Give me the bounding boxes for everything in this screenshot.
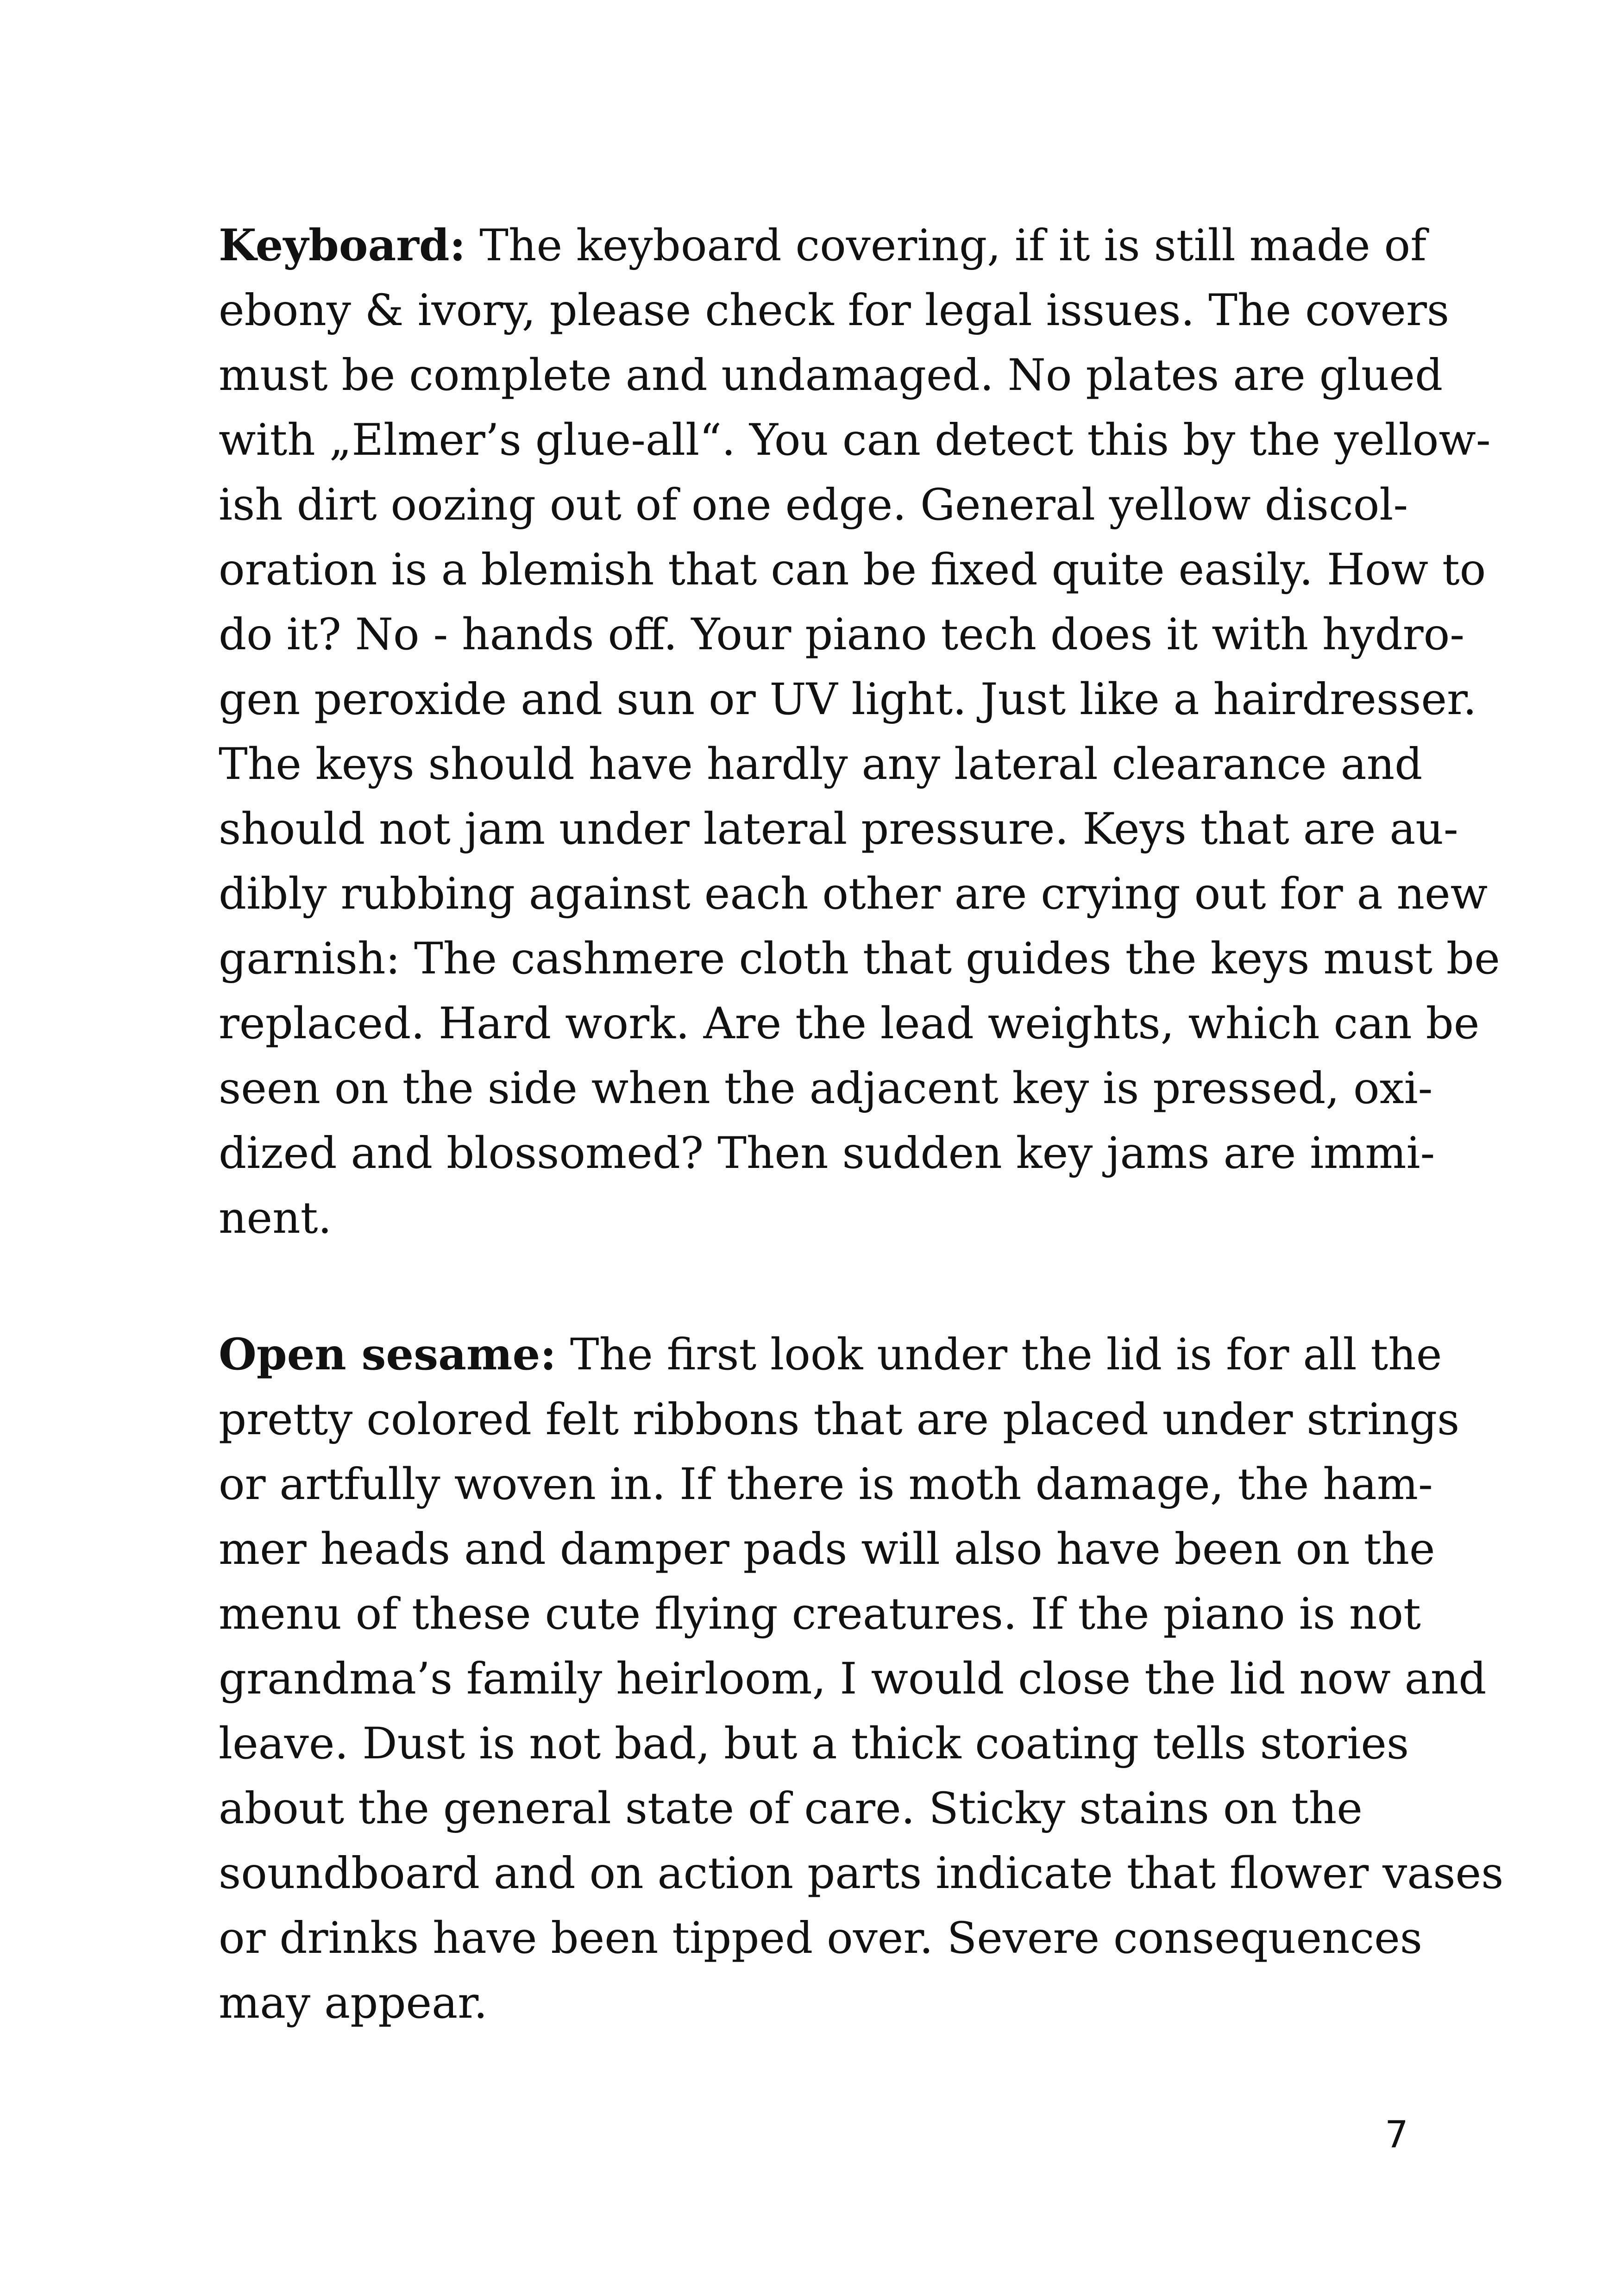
text-line: pretty colored felt ribbons that are placed under strings (219, 1394, 1460, 1445)
text-line: garnish: The cashmere cloth that guides the keys must be (219, 934, 1500, 984)
text-line: do it? No - hands off. Your piano tech does it with hydro- (219, 609, 1464, 660)
text-line: The keys should have hardly any lateral clearance and (219, 739, 1423, 790)
text-line: Open sesame: The first look under the lid is for all the (219, 1329, 1442, 1380)
text-line: ish dirt oozing out of one edge. General yellow discol- (219, 480, 1408, 530)
paragraph-keyboard (219, 213, 1500, 1251)
text-line: dibly rubbing against each other are crying out for a new (219, 869, 1488, 919)
text-line: soundboard and on action parts indicate that flower vases (219, 1848, 1504, 1899)
text-line: should not jam under lateral pressure. Keys that are au- (219, 804, 1458, 854)
text-line: gen peroxide and sun or UV light. Just like a hairdresser. (219, 674, 1477, 725)
text-line: mer heads and damper pads will also have been on the (219, 1524, 1435, 1575)
text-line: Keyboard: The keyboard covering, if it is still made of (219, 220, 1426, 271)
text-line: ebony & ivory, please check for legal issues. The covers (219, 285, 1450, 336)
text-line: replaced. Hard work. Are the lead weights, which can be (219, 998, 1480, 1049)
text-line: must be complete and undamaged. No plates are glued (219, 350, 1443, 401)
text-line: dized and blossomed? Then sudden key jams are immi- (219, 1128, 1435, 1179)
text-line: oration is a blemish that can be fixed quite easily. How to (219, 545, 1486, 595)
paragraph-heading: Keyboard: (219, 220, 466, 271)
text-line: menu of these cute flying creatures. If the piano is not (219, 1589, 1421, 1639)
paragraph-open-sesame (219, 1322, 1504, 2036)
text-line: or drinks have been tipped over. Severe consequences (219, 1913, 1423, 1964)
text-line: grandma’s family heirloom, I would close the lid now and (219, 1654, 1487, 1704)
paragraph-heading: Open sesame: (219, 1329, 557, 1380)
text-line: may appear. (219, 1978, 488, 2028)
text-line: with „Elmer’s glue-all“. You can detect this by the yellow- (219, 415, 1491, 465)
page-number: 7 (1385, 2113, 1408, 2156)
text-line: nent. (219, 1193, 332, 1243)
text-line: or artfully woven in. If there is moth damage, the ham- (219, 1459, 1433, 1510)
text-line: seen on the side when the adjacent key is pressed, oxi- (219, 1063, 1433, 1114)
text-line: leave. Dust is not bad, but a thick coating tells stories (219, 1719, 1409, 1769)
text-line: about the general state of care. Sticky stains on the (219, 1783, 1363, 1834)
